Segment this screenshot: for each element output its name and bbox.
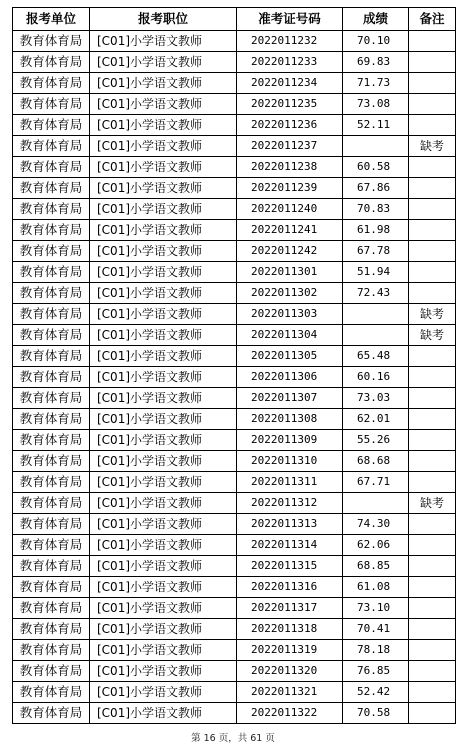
cell-score: 74.30 <box>343 514 409 535</box>
table-row <box>13 325 456 346</box>
cell-ticket-number: 2022011234 <box>237 73 343 94</box>
cell-note <box>409 430 456 451</box>
cell-note <box>409 241 456 262</box>
page-footer: 第 16 页，共 61 页 <box>191 733 275 744</box>
header-score: 成绩 <box>343 8 409 31</box>
table-row <box>13 661 456 682</box>
header-unit: 报考单位 <box>13 8 90 31</box>
cell-score <box>343 304 409 325</box>
cell-ticket-number: 2022011317 <box>237 598 343 619</box>
cell-ticket-number: 2022011303 <box>237 304 343 325</box>
cell-ticket-number: 2022011237 <box>237 136 343 157</box>
cell-score <box>343 136 409 157</box>
table-row <box>13 199 456 220</box>
cell-score: 68.68 <box>343 451 409 472</box>
cell-ticket-number: 2022011312 <box>237 493 343 514</box>
cell-position: [C01]小学语文教师 <box>90 325 237 346</box>
cell-ticket-number: 2022011305 <box>237 346 343 367</box>
cell-ticket-number: 2022011307 <box>237 388 343 409</box>
cell-score: 65.48 <box>343 346 409 367</box>
cell-unit: 教育体育局 <box>13 619 90 640</box>
table-row <box>13 640 456 661</box>
cell-unit: 教育体育局 <box>13 661 90 682</box>
table-row <box>13 577 456 598</box>
table-row <box>13 31 456 52</box>
cell-score: 62.01 <box>343 409 409 430</box>
cell-score: 62.06 <box>343 535 409 556</box>
cell-score: 52.42 <box>343 682 409 703</box>
cell-position: [C01]小学语文教师 <box>90 535 237 556</box>
cell-score: 51.94 <box>343 262 409 283</box>
cell-score: 61.98 <box>343 220 409 241</box>
cell-note <box>409 262 456 283</box>
cell-note <box>409 115 456 136</box>
cell-unit: 教育体育局 <box>13 94 90 115</box>
table-row <box>13 304 456 325</box>
cell-position: [C01]小学语文教师 <box>90 367 237 388</box>
table-row <box>13 220 456 241</box>
cell-unit: 教育体育局 <box>13 577 90 598</box>
table-row <box>13 514 456 535</box>
table-row <box>13 367 456 388</box>
cell-score: 52.11 <box>343 115 409 136</box>
cell-ticket-number: 2022011321 <box>237 682 343 703</box>
cell-note <box>409 199 456 220</box>
cell-unit: 教育体育局 <box>13 52 90 73</box>
table-row <box>13 682 456 703</box>
cell-note <box>409 283 456 304</box>
cell-position: [C01]小学语文教师 <box>90 598 237 619</box>
cell-position: [C01]小学语文教师 <box>90 493 237 514</box>
score-sheet <box>12 7 455 724</box>
cell-position: [C01]小学语文教师 <box>90 178 237 199</box>
header-row <box>13 8 456 31</box>
cell-ticket-number: 2022011313 <box>237 514 343 535</box>
cell-ticket-number: 2022011314 <box>237 535 343 556</box>
cell-score: 60.16 <box>343 367 409 388</box>
score-table <box>12 7 456 724</box>
cell-note <box>409 346 456 367</box>
cell-score: 67.71 <box>343 472 409 493</box>
cell-note <box>409 409 456 430</box>
cell-position: [C01]小学语文教师 <box>90 199 237 220</box>
cell-unit: 教育体育局 <box>13 31 90 52</box>
cell-ticket-number: 2022011306 <box>237 367 343 388</box>
cell-ticket-number: 2022011301 <box>237 262 343 283</box>
header-ticket-number: 准考证号码 <box>237 8 343 31</box>
cell-position: [C01]小学语文教师 <box>90 640 237 661</box>
cell-position: [C01]小学语文教师 <box>90 52 237 73</box>
cell-position: [C01]小学语文教师 <box>90 304 237 325</box>
cell-score: 73.08 <box>343 94 409 115</box>
table-row <box>13 178 456 199</box>
cell-note <box>409 157 456 178</box>
cell-note <box>409 640 456 661</box>
table-row <box>13 52 456 73</box>
cell-note: 缺考 <box>409 304 456 325</box>
table-row <box>13 430 456 451</box>
cell-ticket-number: 2022011318 <box>237 619 343 640</box>
table-row <box>13 619 456 640</box>
cell-unit: 教育体育局 <box>13 682 90 703</box>
cell-unit: 教育体育局 <box>13 493 90 514</box>
cell-ticket-number: 2022011235 <box>237 94 343 115</box>
cell-score: 68.85 <box>343 556 409 577</box>
cell-unit: 教育体育局 <box>13 640 90 661</box>
cell-note <box>409 577 456 598</box>
cell-unit: 教育体育局 <box>13 451 90 472</box>
table-row <box>13 241 456 262</box>
cell-unit: 教育体育局 <box>13 703 90 724</box>
cell-ticket-number: 2022011236 <box>237 115 343 136</box>
cell-note <box>409 220 456 241</box>
header-note: 备注 <box>409 8 456 31</box>
cell-ticket-number: 2022011302 <box>237 283 343 304</box>
cell-position: [C01]小学语文教师 <box>90 661 237 682</box>
cell-ticket-number: 2022011308 <box>237 409 343 430</box>
cell-unit: 教育体育局 <box>13 199 90 220</box>
cell-unit: 教育体育局 <box>13 598 90 619</box>
cell-position: [C01]小学语文教师 <box>90 409 237 430</box>
cell-score: 72.43 <box>343 283 409 304</box>
cell-note <box>409 661 456 682</box>
cell-note <box>409 367 456 388</box>
cell-ticket-number: 2022011310 <box>237 451 343 472</box>
cell-position: [C01]小学语文教师 <box>90 556 237 577</box>
cell-note: 缺考 <box>409 493 456 514</box>
cell-position: [C01]小学语文教师 <box>90 31 237 52</box>
cell-ticket-number: 2022011304 <box>237 325 343 346</box>
cell-note <box>409 619 456 640</box>
cell-note <box>409 703 456 724</box>
cell-score: 70.58 <box>343 703 409 724</box>
cell-unit: 教育体育局 <box>13 388 90 409</box>
table-row <box>13 346 456 367</box>
cell-unit: 教育体育局 <box>13 556 90 577</box>
table-row <box>13 94 456 115</box>
cell-position: [C01]小学语文教师 <box>90 157 237 178</box>
cell-score: 73.03 <box>343 388 409 409</box>
cell-note <box>409 388 456 409</box>
cell-unit: 教育体育局 <box>13 409 90 430</box>
cell-score: 73.10 <box>343 598 409 619</box>
table-row <box>13 388 456 409</box>
table-row <box>13 535 456 556</box>
cell-position: [C01]小学语文教师 <box>90 262 237 283</box>
cell-unit: 教育体育局 <box>13 241 90 262</box>
cell-position: [C01]小学语文教师 <box>90 451 237 472</box>
cell-ticket-number: 2022011240 <box>237 199 343 220</box>
cell-ticket-number: 2022011238 <box>237 157 343 178</box>
cell-unit: 教育体育局 <box>13 325 90 346</box>
cell-ticket-number: 2022011320 <box>237 661 343 682</box>
cell-unit: 教育体育局 <box>13 346 90 367</box>
cell-score: 71.73 <box>343 73 409 94</box>
cell-note <box>409 535 456 556</box>
cell-position: [C01]小学语文教师 <box>90 283 237 304</box>
cell-note <box>409 556 456 577</box>
cell-position: [C01]小学语文教师 <box>90 472 237 493</box>
cell-note: 缺考 <box>409 136 456 157</box>
cell-ticket-number: 2022011242 <box>237 241 343 262</box>
cell-ticket-number: 2022011311 <box>237 472 343 493</box>
cell-unit: 教育体育局 <box>13 514 90 535</box>
cell-unit: 教育体育局 <box>13 178 90 199</box>
cell-ticket-number: 2022011316 <box>237 577 343 598</box>
cell-position: [C01]小学语文教师 <box>90 577 237 598</box>
cell-position: [C01]小学语文教师 <box>90 136 237 157</box>
table-header <box>13 8 456 31</box>
table-row <box>13 598 456 619</box>
table-row <box>13 556 456 577</box>
cell-score: 69.83 <box>343 52 409 73</box>
cell-unit: 教育体育局 <box>13 115 90 136</box>
table-row <box>13 262 456 283</box>
cell-note <box>409 31 456 52</box>
cell-unit: 教育体育局 <box>13 430 90 451</box>
cell-note <box>409 52 456 73</box>
cell-unit: 教育体育局 <box>13 136 90 157</box>
cell-ticket-number: 2022011239 <box>237 178 343 199</box>
cell-position: [C01]小学语文教师 <box>90 388 237 409</box>
cell-unit: 教育体育局 <box>13 472 90 493</box>
cell-score: 70.41 <box>343 619 409 640</box>
cell-ticket-number: 2022011233 <box>237 52 343 73</box>
cell-unit: 教育体育局 <box>13 220 90 241</box>
cell-score: 70.83 <box>343 199 409 220</box>
cell-ticket-number: 2022011319 <box>237 640 343 661</box>
cell-ticket-number: 2022011232 <box>237 31 343 52</box>
cell-position: [C01]小学语文教师 <box>90 619 237 640</box>
cell-score: 60.58 <box>343 157 409 178</box>
cell-position: [C01]小学语文教师 <box>90 703 237 724</box>
cell-unit: 教育体育局 <box>13 262 90 283</box>
cell-score: 76.85 <box>343 661 409 682</box>
cell-position: [C01]小学语文教师 <box>90 682 237 703</box>
cell-position: [C01]小学语文教师 <box>90 73 237 94</box>
cell-position: [C01]小学语文教师 <box>90 346 237 367</box>
cell-position: [C01]小学语文教师 <box>90 220 237 241</box>
table-row <box>13 493 456 514</box>
table-row <box>13 115 456 136</box>
cell-score: 67.86 <box>343 178 409 199</box>
cell-unit: 教育体育局 <box>13 304 90 325</box>
cell-note <box>409 451 456 472</box>
cell-score: 61.08 <box>343 577 409 598</box>
cell-unit: 教育体育局 <box>13 283 90 304</box>
table-row <box>13 451 456 472</box>
table-row <box>13 157 456 178</box>
cell-note <box>409 94 456 115</box>
cell-note <box>409 514 456 535</box>
cell-unit: 教育体育局 <box>13 535 90 556</box>
table-row <box>13 283 456 304</box>
cell-position: [C01]小学语文教师 <box>90 430 237 451</box>
cell-score: 70.10 <box>343 31 409 52</box>
table-row <box>13 703 456 724</box>
table-body <box>13 31 456 724</box>
cell-position: [C01]小学语文教师 <box>90 514 237 535</box>
cell-note <box>409 598 456 619</box>
cell-note <box>409 73 456 94</box>
cell-unit: 教育体育局 <box>13 73 90 94</box>
cell-ticket-number: 2022011315 <box>237 556 343 577</box>
cell-note <box>409 178 456 199</box>
cell-unit: 教育体育局 <box>13 157 90 178</box>
table-row <box>13 73 456 94</box>
table-row <box>13 136 456 157</box>
cell-unit: 教育体育局 <box>13 367 90 388</box>
cell-score: 67.78 <box>343 241 409 262</box>
cell-position: [C01]小学语文教师 <box>90 94 237 115</box>
cell-position: [C01]小学语文教师 <box>90 241 237 262</box>
table-row <box>13 409 456 430</box>
cell-score: 55.26 <box>343 430 409 451</box>
header-position: 报考职位 <box>90 8 237 31</box>
cell-note: 缺考 <box>409 325 456 346</box>
table-row <box>13 472 456 493</box>
cell-note <box>409 472 456 493</box>
cell-ticket-number: 2022011309 <box>237 430 343 451</box>
cell-note <box>409 682 456 703</box>
cell-score <box>343 325 409 346</box>
cell-score: 78.18 <box>343 640 409 661</box>
cell-ticket-number: 2022011241 <box>237 220 343 241</box>
cell-position: [C01]小学语文教师 <box>90 115 237 136</box>
cell-ticket-number: 2022011322 <box>237 703 343 724</box>
cell-score <box>343 493 409 514</box>
